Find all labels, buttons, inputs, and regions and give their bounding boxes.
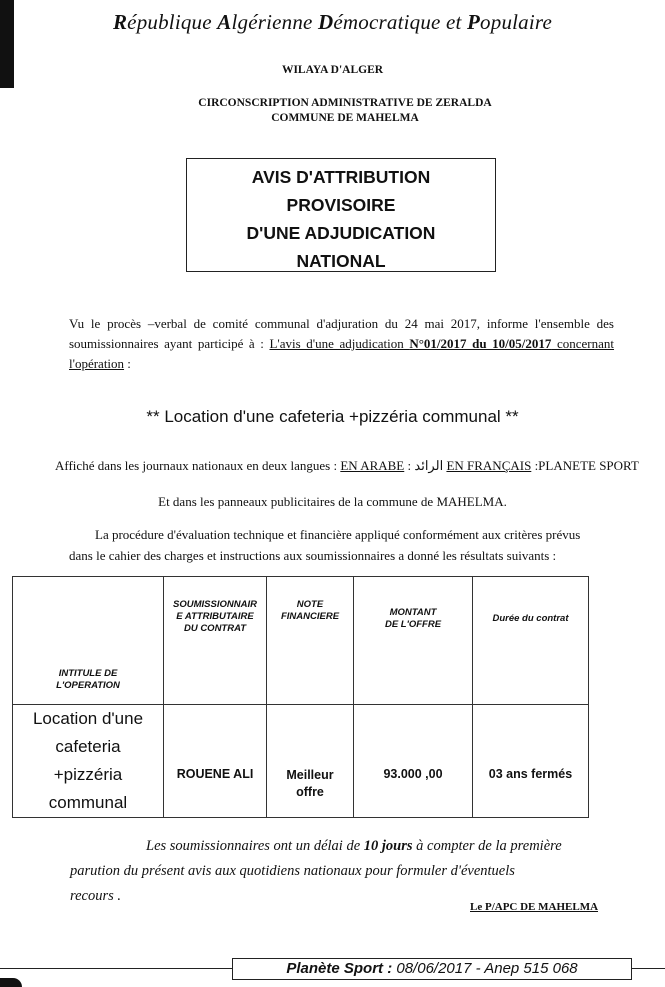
delai-line: Les soumissionnaires ont un délai de 10 jours à compter de la première [146,838,562,854]
avis-title-line: AVIS D'ATTRIBUTION [251,167,431,187]
header-note: NOTE FINANCIERE [267,577,354,705]
wilaya-heading: WILAYA D'ALGER [281,64,384,76]
delai-paragraph [70,834,625,909]
cell-soumissionnaire: ROUENE ALI [164,705,267,818]
panneaux-line: Et dans les panneaux publicitaires de la commune de MAHELMA. [158,494,507,509]
avis-title-box [186,158,496,272]
table-header-row [13,577,589,705]
operation-title: ** Location d'une cafeteria +pizzéria communal ** [146,407,519,426]
header-operation: INTITULE DE L'OPERATION [13,577,164,705]
header-soumissionnaire: SOUMISSIONNAIR E ATTRIBUTAIRE DU CONTRAT [164,577,267,705]
avis-title-line: D'UNE ADJUDICATION [246,223,436,243]
avis-title-line: PROVISOIRE [286,195,396,215]
republic-heading: République Algérienne Démocratique et Populaire [112,10,553,34]
cell-note: Meilleur offre [267,705,354,818]
procedure-paragraph [69,524,629,566]
avis-title-line: NATIONAL [296,251,386,271]
commune-line: COMMUNE DE MAHELMA [271,112,419,124]
scan-corner-mark [0,978,22,987]
delai-line: parution du présent avis aux quotidiens nationaux pour formuler d'éventuels [70,863,515,879]
circonscription-line: CIRCONSCRIPTION ADMINISTRATIVE DE ZERALDA [198,97,492,109]
results-table [12,576,589,818]
delai-line: recours . [70,888,122,904]
header-duree: Durée du contrat [473,577,589,705]
intro-paragraph: Vu le procès –verbal de comité communal d'adjuration du 24 mai 2017, informe l'ensemble des soumissionnaires ayant participé à : L'avis d'une adjudication N°01/2017 du 10/05/2017 concernant l'opération : [69,316,615,371]
procedure-line: dans le cahier des charges et instructions aux soumissionnaires a donné les résultats suivants : [69,548,557,563]
circonscription-heading [185,96,505,126]
table-row [13,705,589,818]
procedure-line: La procédure d'évaluation technique et financière appliqué conformément aux critères prévus [95,527,581,542]
cell-montant: 93.000 ,00 [354,705,473,818]
publication-line: Affiché dans les journaux nationaux en deux langues : EN ARABE : الرائد EN FRANÇAIS :PLANETE SPORT [55,458,639,473]
source-box: Planète Sport : 08/06/2017 - Anep 515 068 [232,958,632,980]
signature: Le P/APC DE MAHELMA [470,901,599,913]
cell-operation: Location d'une cafeteria +pizzéria communal [13,705,164,818]
cell-duree: 03 ans fermés [473,705,589,818]
header-montant: MONTANT DE L'OFFRE [354,577,473,705]
